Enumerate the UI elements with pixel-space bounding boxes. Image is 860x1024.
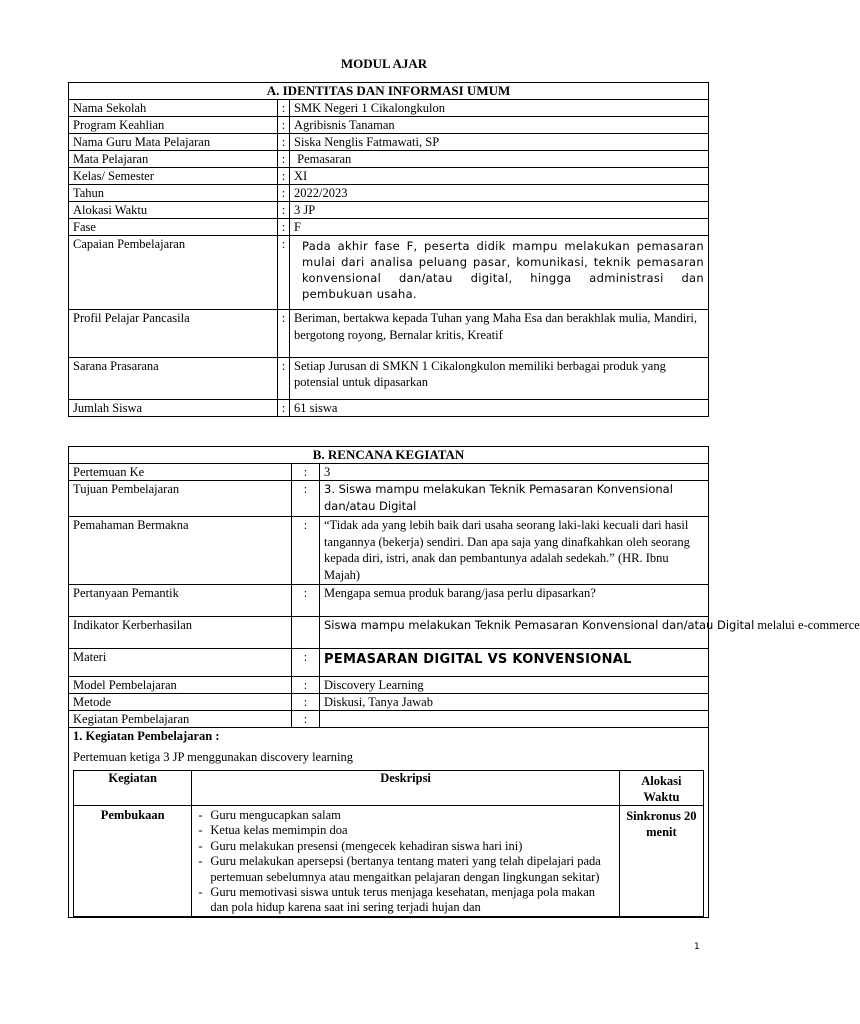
list-item: - Guru mengucapkan salam xyxy=(196,808,614,823)
table-row: Indikator Kerberhasilan Siswa mampu melakukan Teknik Pemasaran Konvensional dan/atau Digital melalui e-commerce xyxy=(69,617,709,649)
table-row: Capaian Pembelajaran : Pada akhir fase F, peserta didik mampu melakukan pemasaran mulai dari analisa peluang pasar, komunikasi, teknik pemasaran konvensional dan/atau digital, hingga administrasi dan pembukuan usaha. xyxy=(69,236,709,310)
table-row: Materi : PEMASARAN DIGITAL VS KONVENSIONAL xyxy=(69,649,709,677)
activity-header-deskripsi: Deskripsi xyxy=(192,771,619,806)
kegiatan-section xyxy=(69,728,709,918)
table-row: Metode : Diskusi, Tanya Jawab xyxy=(69,694,709,711)
table-row: Model Pembelajaran : Discovery Learning xyxy=(69,677,709,694)
plan-table xyxy=(68,446,860,918)
table-row: Sarana Prasarana : Setiap Jurusan di SMKN 1 Cikalongkulon memiliki berbagai produk yang potensial untuk dipasarkan xyxy=(69,358,709,400)
activity-alokasi: Sinkronus 20 menit xyxy=(619,806,703,917)
kegiatan-title: 1. Kegiatan Pembelajaran : xyxy=(73,729,220,743)
activity-header-alokasi: Alokasi Waktu xyxy=(619,771,703,806)
table-row: Profil Pelajar Pancasila : Beriman, bertakwa kepada Tuhan yang Maha Esa dan berakhlak mulia, Mandiri, bergotong royong, Bernalar kritis, Kreatif xyxy=(69,310,709,358)
table-row: Nama Sekolah : SMK Negeri 1 Cikalongkulon xyxy=(69,100,709,117)
activity-description-list xyxy=(196,808,614,916)
list-item: - Guru melakukan presensi (mengecek kehadiran siswa hari ini) xyxy=(196,839,614,854)
table-row: Alokasi Waktu : 3 JP xyxy=(69,202,709,219)
table-row: Jumlah Siswa : 61 siswa xyxy=(69,400,709,417)
table-row: Kegiatan Pembelajaran : xyxy=(69,711,709,728)
table-row xyxy=(74,806,704,917)
section-a-heading: A. IDENTITAS DAN INFORMASI UMUM xyxy=(69,83,709,100)
list-item: - Guru melakukan apersepsi (bertanya tentang materi yang telah dipelajari pada pertemuan sebelumnya atau mengaitkan pelajaran dengan lingkungan sekitar) xyxy=(196,854,614,885)
table-row: Mata Pelajaran : Pemasaran xyxy=(69,151,709,168)
table-row: Fase : F xyxy=(69,219,709,236)
table-row: Tujuan Pembelajaran : 3. Siswa mampu melakukan Teknik Pemasaran Konvensional dan/atau Digital xyxy=(69,481,709,517)
list-item: - Guru memotivasi siswa untuk terus menjaga kesehatan, menjaga pola makan dan pola hidup karena saat ini sering terjadi hujan dan xyxy=(196,885,614,916)
activity-table xyxy=(73,770,704,917)
kegiatan-intro: Pertemuan ketiga 3 JP menggunakan discovery learning xyxy=(73,750,354,764)
list-item: - Ketua kelas memimpin doa xyxy=(196,823,614,838)
table-row: Pertemuan Ke : 3 xyxy=(69,464,709,481)
table-row: Kelas/ Semester : XI xyxy=(69,168,709,185)
table-row: Nama Guru Mata Pelajaran : Siska Nenglis Fatmawati, SP xyxy=(69,134,709,151)
identity-table xyxy=(68,82,709,417)
table-row: Tahun : 2022/2023 xyxy=(69,185,709,202)
page-number: 1 xyxy=(694,942,700,952)
section-b-heading: B. RENCANA KEGIATAN xyxy=(69,447,709,464)
document-title: MODUL AJAR xyxy=(340,56,428,71)
table-row: Program Keahlian : Agribisnis Tanaman xyxy=(69,117,709,134)
table-row: Pemahaman Bermakna : “Tidak ada yang lebih baik dari usaha seorang laki-laki kecuali dari hasil tangannya (bekerja) sendiri. Dan apa saja yang dinafkahkan oleh seorang kepada diri, istri, anak dan pembantunya adalah sedekah.” (HR. Ibnu Majah) xyxy=(69,517,709,585)
table-row: Pertanyaan Pemantik : Mengapa semua produk barang/jasa perlu dipasarkan? xyxy=(69,585,709,617)
activity-header-kegiatan: Kegiatan xyxy=(74,771,192,806)
activity-kegiatan: Pembukaan xyxy=(74,806,192,917)
